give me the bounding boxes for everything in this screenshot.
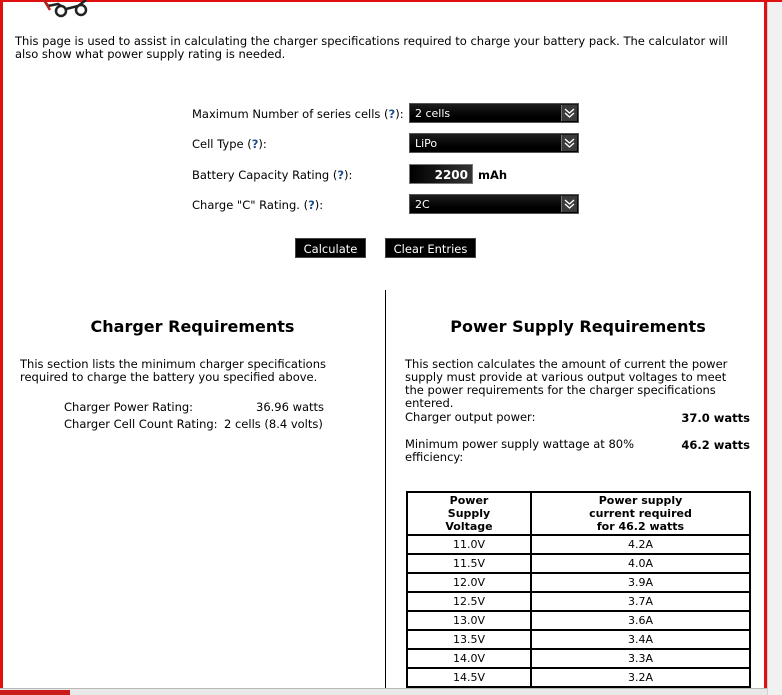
charger-cell-count-value: 2 cells (8.4 volts) [224,417,323,431]
power-supply-description: This section calculates the amount of current the power supply must provide at various output voltages to meet the power requirements for the charger specifications entered. [405,357,728,410]
voltage-cell: 11.5V [407,554,531,573]
current-cell: 3.9A [531,573,750,592]
c-rating-help-link[interactable]: ? [308,198,315,212]
power-supply-title: Power Supply Requirements [450,317,706,336]
min-wattage-value: 46.2 watts [681,438,750,452]
current-cell: 3.4A [531,630,750,649]
series-cells-label-end: ): [395,107,404,121]
series-cells-select[interactable] [409,103,579,123]
calculate-button[interactable]: Calculate [295,238,366,258]
charger-power-label: Charger Power Rating: [64,400,194,414]
voltage-column-header [407,492,531,535]
current-header-text: Power supply current required for 46.2 watts [589,494,692,533]
table-row [407,554,750,573]
c-rating-select[interactable] [409,194,579,214]
taskbar-accent [0,690,70,695]
voltage-cell: 13.5V [407,630,531,649]
voltage-header-text: Power Supply Voltage [445,494,493,533]
voltage-cell: 13.0V [407,611,531,630]
capacity-label-end: ): [344,168,353,182]
cell-type-value: LiPo [415,137,438,150]
cell-type-label-text: Cell Type ( [192,137,252,151]
current-column-header [531,492,750,535]
capacity-input[interactable]: 2200 [409,164,473,184]
series-cells-help-link[interactable]: ? [388,107,396,121]
current-cell: 4.2A [531,535,750,554]
voltage-table [406,491,751,688]
voltage-cell: 11.0V [407,535,531,554]
min-wattage-label: Minimum power supply wattage at 80% efficiency: [405,437,635,464]
series-cells-label [192,107,404,121]
logo-image [14,0,94,18]
c-rating-label [192,198,323,212]
c-rating-label-end: ): [314,198,324,212]
column-divider [385,290,386,688]
table-row [407,630,750,649]
capacity-unit: mAh [478,168,508,182]
series-cells-label-text: Maximum Number of series cells ( [192,107,389,121]
table-row [407,611,750,630]
frame-left-border [0,0,3,695]
series-cells-value: 2 cells [415,107,451,120]
cell-type-label [192,137,267,151]
vertical-scrollbar[interactable] [767,2,782,695]
current-cell: 4.0A [531,554,750,573]
voltage-cell: 12.5V [407,592,531,611]
cell-type-label-end: ): [258,137,267,151]
table-row [407,535,750,554]
current-cell: 3.2A [531,668,750,687]
table-row [407,668,750,687]
current-cell: 3.3A [531,649,750,668]
charger-output-value: 37.0 watts [681,411,750,425]
voltage-cell: 14.5V [407,668,531,687]
charger-description: This section lists the minimum charger specifications required to charge the battery you specified above. [20,357,326,384]
chevron-down-icon [561,105,577,121]
table-row [407,573,750,592]
cell-type-help-link[interactable]: ? [251,137,259,151]
horizontal-scrollbar[interactable] [0,688,767,695]
current-cell: 3.6A [531,611,750,630]
cell-type-select[interactable] [409,133,579,153]
intro-text: This page is used to assist in calculating the charger specifications required to charge your battery pack. The calculator will also show what power supply rating is needed. [15,34,728,61]
voltage-cell: 12.0V [407,573,531,592]
table-row [407,649,750,668]
voltage-cell: 14.0V [407,649,531,668]
charger-cell-count-label: Charger Cell Count Rating: [64,417,218,431]
charger-title: Charger Requirements [90,317,295,336]
charger-power-value: 36.96 watts [256,400,325,414]
chevron-down-icon [561,196,577,212]
c-rating-value: 2C [415,198,430,211]
c-rating-label-text: Charge "C" Rating. ( [192,198,309,212]
capacity-help-link[interactable]: ? [337,168,345,182]
charger-output-label: Charger output power: [405,410,536,424]
table-header-row [407,492,750,535]
current-cell: 3.7A [531,592,750,611]
clear-entries-button[interactable]: Clear Entries [385,238,476,258]
table-row [407,592,750,611]
capacity-label [192,168,352,182]
frame-top-border [0,0,782,2]
chevron-down-icon [561,135,577,151]
capacity-label-text: Battery Capacity Rating ( [192,168,338,182]
